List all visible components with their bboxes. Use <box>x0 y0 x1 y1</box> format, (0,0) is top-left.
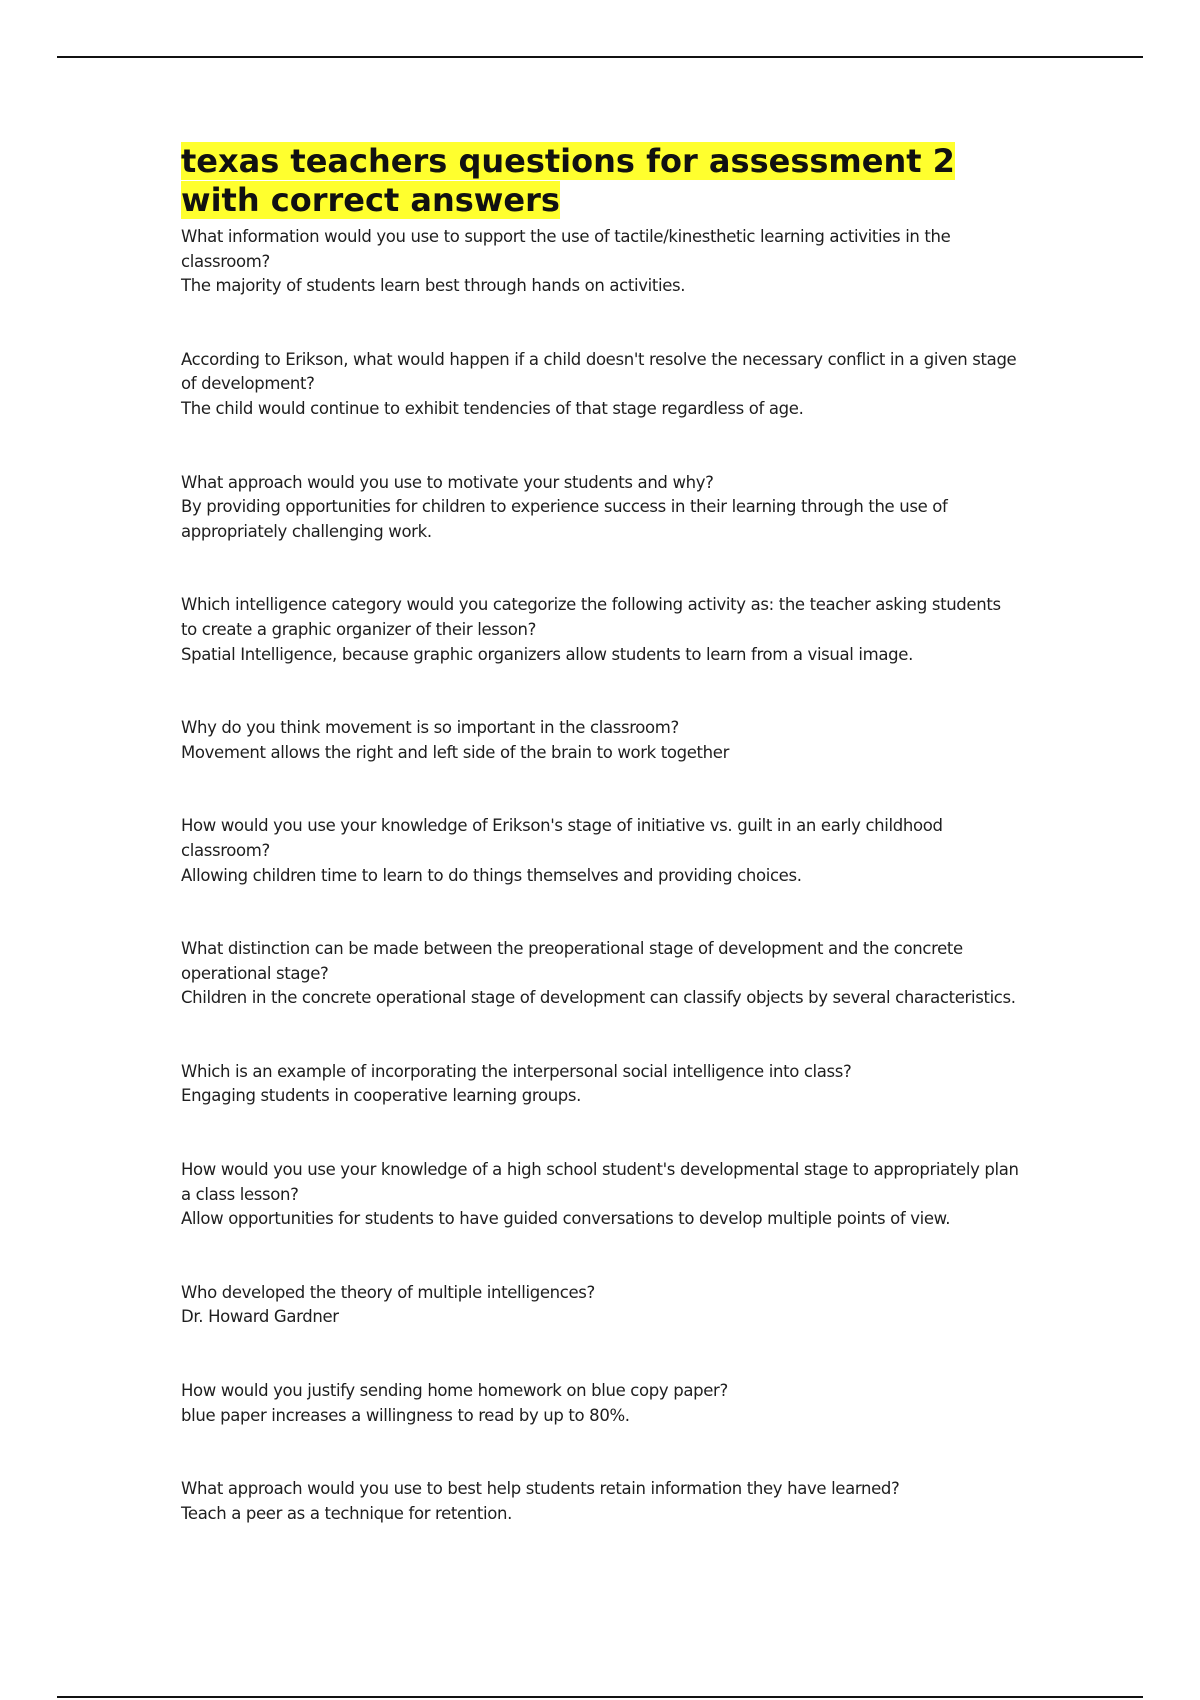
qa-item <box>181 1379 1021 1428</box>
qa-item <box>181 1477 1021 1526</box>
answer-text: Spatial Intelligence, because graphic organizers allow students to learn from a visual image. <box>181 644 913 664</box>
question-text: Who developed the theory of multiple intelligences? <box>181 1282 595 1302</box>
answer-text: Dr. Howard Gardner <box>181 1307 339 1327</box>
answer-text: The majority of students learn best through hands on activities. <box>181 276 686 296</box>
document-title <box>181 142 1021 220</box>
qa-item <box>181 225 1021 299</box>
answer-text: Children in the concrete operational stage of development can classify objects by several characteristics. <box>181 988 1016 1008</box>
document-body <box>181 142 1021 1526</box>
question-text: Which intelligence category would you categorize the following activity as: the teacher asking students to create a graphic organizer of their lesson? <box>181 595 1001 639</box>
answer-text: blue paper increases a willingness to read by up to 80%. <box>181 1405 630 1425</box>
answer-text: Teach a peer as a technique for retention. <box>181 1503 513 1523</box>
answer-text: Allowing children time to learn to do things themselves and providing choices. <box>181 865 802 885</box>
qa-item <box>181 471 1021 545</box>
question-text: How would you use your knowledge of Erikson's stage of initiative vs. guilt in an early childhood classroom? <box>181 816 943 860</box>
question-text: What information would you use to support the use of tactile/kinesthetic learning activities in the classroom? <box>181 227 951 271</box>
answer-text: Movement allows the right and left side of the brain to work together <box>181 742 730 762</box>
question-text: According to Erikson, what would happen if a child doesn't resolve the necessary conflict in a given stage of development? <box>181 349 1017 394</box>
question-text: What approach would you use to motivate your students and why? <box>181 472 714 492</box>
question-text: Which is an example of incorporating the interpersonal social intelligence into class? <box>181 1061 852 1081</box>
answer-text: The child would continue to exhibit tendencies of that stage regardless of age. <box>181 398 804 418</box>
question-text: What distinction can be made between the preoperational stage of development and the concrete operational stage? <box>181 939 963 983</box>
question-text: Why do you think movement is so important in the classroom? <box>181 718 679 738</box>
footer-rule <box>57 1696 1143 1698</box>
qa-item <box>181 1060 1021 1109</box>
question-text: How would you justify sending home homework on blue copy paper? <box>181 1381 728 1401</box>
qa-item <box>181 593 1021 667</box>
qa-item <box>181 1158 1021 1232</box>
qa-item <box>181 814 1021 888</box>
qa-item <box>181 716 1021 765</box>
title-highlight: texas teachers questions for assessment 2 with correct answers <box>181 142 955 219</box>
qa-item <box>181 937 1021 1011</box>
question-text: What approach would you use to best help students retain information they have learned? <box>181 1479 900 1499</box>
header-rule <box>57 56 1143 58</box>
answer-text: By providing opportunities for children to experience success in their learning through the use of appropriately challenging work. <box>181 497 948 541</box>
question-text: How would you use your knowledge of a high school student's developmental stage to appropriately plan a class lesson? <box>181 1160 1019 1204</box>
qa-list <box>181 225 1021 1526</box>
qa-item <box>181 348 1021 422</box>
qa-item <box>181 1281 1021 1330</box>
answer-text: Allow opportunities for students to have guided conversations to develop multiple points of view. <box>181 1209 951 1229</box>
answer-text: Engaging students in cooperative learning groups. <box>181 1086 582 1106</box>
